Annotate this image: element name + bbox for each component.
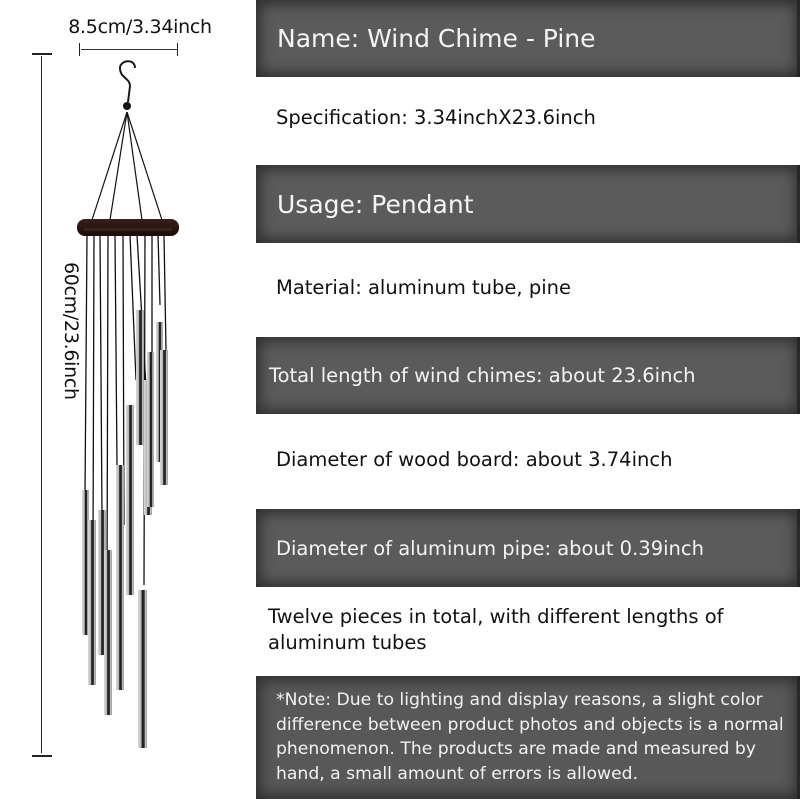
spec-bar-name — [256, 0, 800, 77]
spec-bar-usage — [256, 165, 800, 243]
spec-name-text: Name: Wind Chime - Pine — [277, 24, 596, 53]
height-dimension-line — [41, 56, 42, 753]
spec-specification-text: Specification: 3.34inchX23.6inch — [276, 106, 596, 129]
wind-chime-image — [60, 50, 200, 760]
spec-pieces-text: Twelve pieces in total, with different lengths of aluminum tubes — [268, 605, 724, 654]
width-dimension-label: 8.5cm/3.34inch — [68, 16, 212, 38]
wood-ring — [77, 219, 179, 236]
height-dimension-label: 60cm/23.6inch — [60, 262, 82, 400]
disclaimer-note: *Note: Due to lighting and display reasons, a slight color difference between product photos and objects is a normal phenomenon. The products are made and measured by hand, a small amount of errors is allowed. — [256, 676, 800, 799]
hook-icon — [120, 61, 135, 110]
spec-wood-diameter-text: Diameter of wood board: about 3.74inch — [276, 448, 673, 471]
spec-total-length-text: Total length of wind chimes: about 23.6inch — [269, 364, 696, 387]
spec-bar-pipe-diameter — [256, 509, 800, 587]
spec-material-text: Material: aluminum tube, pine — [276, 276, 571, 299]
spec-bar-total-length — [256, 337, 800, 414]
height-dimension-tick-top — [32, 53, 52, 55]
height-dimension-tick-bottom — [32, 755, 52, 757]
spec-usage-text: Usage: Pendant — [277, 189, 474, 219]
spec-pipe-diameter-text: Diameter of aluminum pipe: about 0.39inch — [276, 536, 704, 560]
